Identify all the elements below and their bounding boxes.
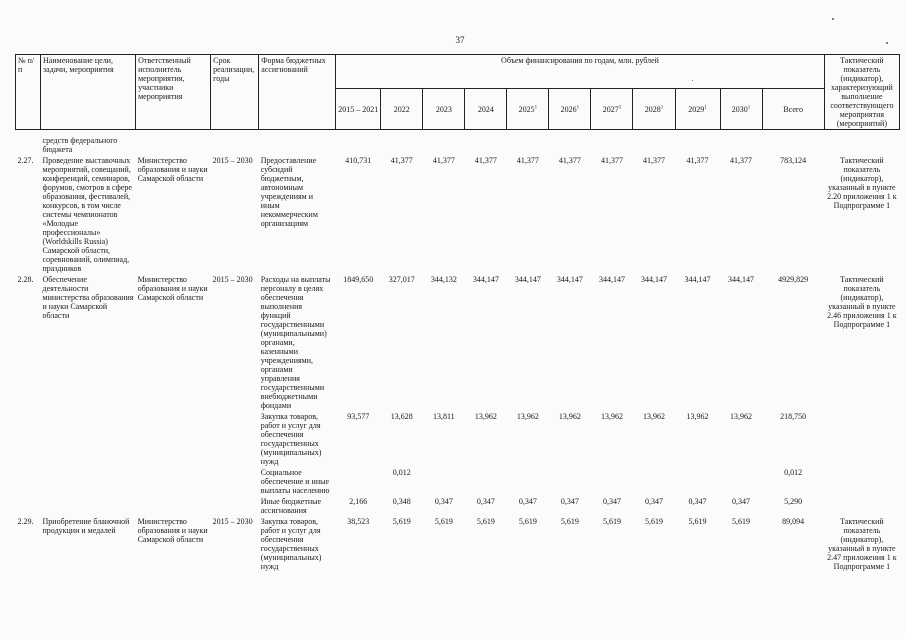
financing-value: 0,347 [434, 497, 453, 506]
year-label: 2028 [644, 104, 661, 114]
financing-value: 0,347 [560, 497, 579, 506]
financing-value: 0,347 [732, 497, 751, 506]
responsible-executor: Министерство образования и науки Самарской области [137, 517, 208, 544]
header-form: Форма бюджетных ассигнований [259, 55, 336, 130]
header-financing: Объем финансирования по годам, млн. рублей [336, 55, 825, 89]
table-row [16, 274, 900, 411]
page-number: 37 [455, 35, 465, 45]
financing-value [591, 467, 633, 496]
financing-value: 0,347 [644, 497, 663, 506]
financing-value: 344,147 [472, 275, 499, 284]
year-header [675, 89, 720, 130]
tactical-indicator: Тактический показатель (индикатор), указанный в пункте 2.46 приложения 1 к Подпрограмме 1 [827, 275, 897, 329]
financing-value: 13,962 [516, 412, 539, 421]
financing-value: 5,619 [518, 517, 537, 526]
activity-name: Обеспечение деятельности министерства образования и науки Самарской области [42, 275, 134, 320]
financing-value: 5,619 [434, 517, 453, 526]
year-footnote-mark: 1 [704, 105, 707, 111]
header-name: Наименование цели, задачи, мероприятия [41, 55, 136, 130]
financing-value: 41,377 [686, 156, 709, 165]
financing-value: 38,523 [347, 517, 370, 526]
financing-value: 41,377 [642, 156, 665, 165]
financing-value: 0,347 [688, 497, 707, 506]
financing-value: 327,017 [388, 275, 415, 284]
financing-value: 344,147 [598, 275, 625, 284]
financing-value [633, 467, 675, 496]
financing-value: 0,348 [392, 497, 411, 506]
year-header [720, 89, 762, 130]
year-header [507, 89, 549, 130]
year-footnote-mark: 1 [660, 105, 664, 111]
year-footnote-mark: 1 [747, 105, 751, 111]
financing-value: 5,619 [732, 517, 751, 526]
financing-value [549, 467, 591, 496]
financing-value: 344,132 [430, 275, 457, 284]
year-header [423, 89, 465, 130]
financing-value: 0,012 [784, 468, 803, 477]
year-header [465, 89, 507, 130]
financing-value: 41,377 [474, 156, 497, 165]
tactical-indicator: Тактический показатель (индикатор), указанный в пункте 2.20 приложения 1 к Подпрограмме 1 [827, 156, 897, 210]
table-body [16, 130, 900, 573]
financing-value: 344,147 [684, 275, 711, 284]
year-label: 2027 [602, 104, 619, 114]
continuation-row [16, 130, 900, 156]
financing-value: 13,628 [390, 412, 413, 421]
year-label: 2030 [731, 104, 748, 114]
year-label: 2023 [435, 104, 452, 114]
activity-name: Приобретение бланочной продукции и медалей [42, 517, 130, 535]
financing-value [675, 467, 720, 496]
financing-value [720, 467, 762, 496]
table-row [16, 516, 900, 572]
year-footnote-mark: 1 [576, 105, 580, 111]
financing-value: 783,124 [780, 156, 807, 165]
table-row [16, 155, 900, 274]
header-indicator: Тактический показатель (индикатор), характеризующий выполнение соответствующего мероприятия (мероприятий) [824, 55, 899, 130]
scan-speck [886, 42, 888, 44]
year-label: 2026 [560, 104, 577, 114]
financing-value: 89,094 [782, 517, 805, 526]
financing-value: 13,962 [730, 412, 753, 421]
financing-value: 5,619 [392, 517, 411, 526]
financing-value: 5,619 [476, 517, 495, 526]
continuation-text: средств федерального бюджета [42, 136, 118, 154]
financing-value: 344,147 [514, 275, 541, 284]
budget-form: Закупка товаров, работ и услуг для обеспечения государственных (муниципальных) нужд [260, 412, 322, 466]
row-number: 2.28. [17, 275, 34, 284]
year-label: 2022 [393, 104, 410, 114]
financing-value: 344,147 [640, 275, 667, 284]
financing-value: 4929,829 [778, 275, 809, 284]
financing-value: 410,731 [345, 156, 372, 165]
financing-value: 5,619 [560, 517, 579, 526]
row-number: 2.27. [17, 156, 34, 165]
implementation-period: 2015 – 2030 [212, 517, 253, 526]
financing-value: 0,347 [602, 497, 621, 506]
year-header [591, 89, 633, 130]
year-footnote-mark: 1 [534, 105, 538, 111]
financing-value: 1849,650 [343, 275, 374, 284]
financing-value: 218,750 [780, 412, 807, 421]
financing-value: 5,619 [688, 517, 707, 526]
financing-value: 13,962 [600, 412, 623, 421]
financing-value: 41,377 [516, 156, 539, 165]
year-header [633, 89, 675, 130]
financing-value: 41,377 [600, 156, 623, 165]
financing-value [336, 467, 381, 496]
implementation-period: 2015 – 2030 [212, 275, 253, 284]
year-header [549, 89, 591, 130]
year-header [336, 89, 381, 130]
financing-value [465, 467, 507, 496]
financing-value: 5,619 [602, 517, 621, 526]
row-number: 2.29. [17, 517, 34, 526]
implementation-period: 2015 – 2030 [212, 156, 253, 165]
financing-value: 0,347 [518, 497, 537, 506]
financing-value: 5,290 [784, 497, 803, 506]
financing-value: 344,147 [728, 275, 755, 284]
year-label: 2029 [688, 104, 705, 114]
budget-form: Социальное обеспечение и иные выплаты населению [260, 468, 330, 495]
budget-form: Предоставление субсидий бюджетным, автономным учреждениям и иным некоммерческим организациям [260, 156, 318, 228]
budget-form: Закупка товаров, работ и услуг для обеспечения государственных (муниципальных) нужд [260, 517, 322, 571]
financing-value [507, 467, 549, 496]
financing-value: 41,377 [558, 156, 581, 165]
year-label: 2015 – 2021 [338, 104, 379, 114]
year-label: Всего [783, 104, 803, 114]
year-footnote-mark: 1 [618, 105, 622, 111]
financing-value: 13,962 [642, 412, 665, 421]
financing-value: 41,377 [390, 156, 413, 165]
responsible-executor: Министерство образования и науки Самарской области [137, 275, 208, 302]
financing-table [15, 54, 900, 572]
financing-value: 13,962 [686, 412, 709, 421]
financing-value: 0,012 [392, 468, 411, 477]
year-header [762, 89, 824, 130]
header-num: № п/п [16, 55, 41, 130]
financing-value: 0,347 [476, 497, 495, 506]
activity-name: Проведение выставочных мероприятий, совещаний, конференций, семинаров, форумов, смотров в сфере образования, фестивалей, конкурсов, в том числе системы чемпионатов «Молодые профессионалы» (Worldskills Russia) Самарской области, соревнований, олимпиад, праздников [42, 156, 132, 273]
header-executor: Ответственный исполнитель мероприятия, участники мероприятия [136, 55, 211, 130]
responsible-executor: Министерство образования и науки Самарской области [137, 156, 208, 183]
financing-value [423, 467, 465, 496]
budget-form: Расходы на выплаты персоналу в целях обеспечения выполнения функций государственными (муниципальными) органами, казенными учреждениями, органами управления государственными внебюджетными фондами [260, 275, 331, 410]
financing-value: 41,377 [432, 156, 455, 165]
financing-value: 41,377 [730, 156, 753, 165]
year-label: 2024 [477, 104, 494, 114]
financing-value: 13,962 [474, 412, 497, 421]
financing-value: 344,147 [556, 275, 583, 284]
financing-value: 13,811 [432, 412, 455, 421]
tactical-indicator: Тактический показатель (индикатор), указанный в пункте 2.47 приложения 1 к Подпрограмме 1 [827, 517, 897, 571]
budget-form: Иные бюджетные ассигнования [260, 497, 322, 515]
financing-value: 2,166 [349, 497, 368, 506]
year-label: 2025 [518, 104, 535, 114]
financing-value: 5,619 [644, 517, 663, 526]
header-period: Срок реализации, годы [211, 55, 259, 130]
financing-value: 93,577 [347, 412, 370, 421]
scan-speck [832, 18, 834, 20]
financing-value: 13,962 [558, 412, 581, 421]
year-header [381, 89, 423, 130]
